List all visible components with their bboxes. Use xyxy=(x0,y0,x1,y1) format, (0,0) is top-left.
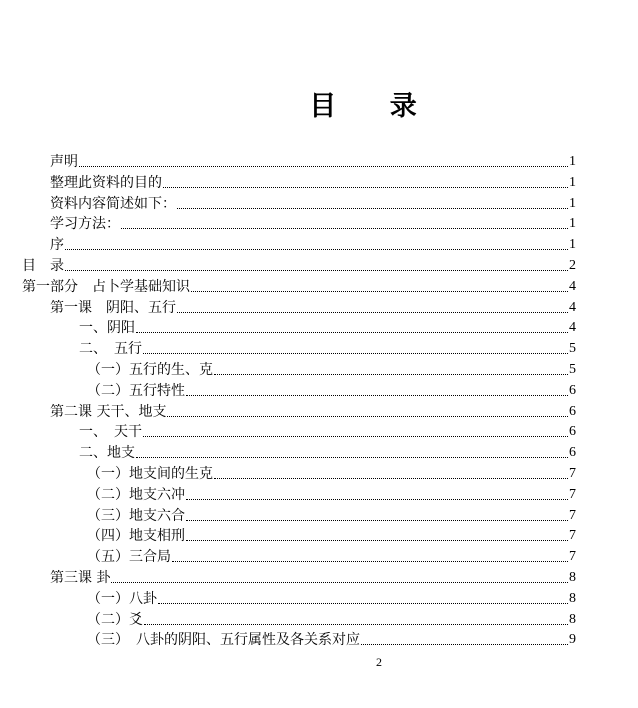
toc-entry-page: 6 xyxy=(569,382,576,398)
toc-entry-label: 二、 五行 xyxy=(79,341,142,358)
toc-entry-label: （一）地支间的生克 xyxy=(87,466,213,482)
toc-entry-label: （二）五行特性 xyxy=(87,382,185,399)
toc-entry-page: 7 xyxy=(569,466,576,481)
toc-dot-leader xyxy=(214,374,568,375)
toc-entry-label: （二）爻 xyxy=(87,611,143,628)
toc-entry-page: 1 xyxy=(569,237,576,253)
toc-dot-leader xyxy=(361,644,568,645)
toc-entry-label: 整理此资料的目的 xyxy=(50,174,162,191)
toc-entry[interactable] xyxy=(79,420,576,441)
toc-entry-label: （三） 八卦的阴阳、五行属性及各关系对应 xyxy=(87,632,360,649)
toc-entry-label: （四）地支相刑 xyxy=(87,528,185,545)
toc-entry[interactable] xyxy=(79,337,576,358)
toc-entry-page: 1 xyxy=(569,174,576,190)
toc-entry[interactable] xyxy=(50,192,576,213)
toc-entry-label: （二）地支六冲 xyxy=(87,486,185,503)
toc-entry-label: （一）五行的生、克 xyxy=(87,362,213,378)
toc-dot-leader xyxy=(163,187,568,188)
toc-entry-page: 5 xyxy=(569,362,576,377)
toc-entry-label: 序 xyxy=(50,237,64,254)
toc-dot-leader xyxy=(186,499,568,500)
toc-entry-page: 2 xyxy=(569,258,576,273)
toc-entry-page: 7 xyxy=(569,486,576,502)
toc-entry[interactable] xyxy=(50,171,576,192)
toc-entry-page: 1 xyxy=(569,195,576,211)
toc-entry[interactable] xyxy=(50,212,576,233)
toc-dot-leader xyxy=(172,561,568,562)
toc-dot-leader xyxy=(214,478,568,479)
toc-dot-leader xyxy=(158,603,568,604)
toc-entry-page: 8 xyxy=(569,611,576,627)
toc-entry-label: 第三课 卦 xyxy=(50,570,111,586)
toc-dot-leader xyxy=(177,208,568,209)
toc-entry-page: 8 xyxy=(569,570,576,585)
toc-entry-label: （五）三合局 xyxy=(87,549,171,566)
page-number: 2 xyxy=(376,655,382,669)
toc-dot-leader xyxy=(143,353,568,354)
toc-dot-leader xyxy=(144,624,568,625)
toc-entry-label: 二、地支 xyxy=(79,445,135,462)
toc-entry-label: （一）八卦 xyxy=(87,590,157,607)
toc-entry-page: 7 xyxy=(569,528,576,544)
toc-entry-label: 资料内容简述如下： xyxy=(50,195,176,212)
toc-entry-label: 一、阴阳 xyxy=(79,320,135,337)
toc-dot-leader xyxy=(65,270,568,271)
toc-entry[interactable] xyxy=(87,358,576,379)
toc-entry[interactable] xyxy=(79,316,576,337)
toc-entry-page: 9 xyxy=(569,632,576,648)
toc-entry[interactable] xyxy=(87,608,576,629)
toc-dot-leader xyxy=(143,436,568,437)
toc-entry-label: 目 录 xyxy=(22,258,64,274)
toc-dot-leader xyxy=(111,582,568,583)
toc-entry[interactable] xyxy=(79,441,576,462)
toc-entry[interactable] xyxy=(22,254,576,275)
page-title: 目 录 xyxy=(309,91,439,122)
toc-entry-page: 7 xyxy=(569,549,576,565)
toc-entry[interactable] xyxy=(87,462,576,483)
toc-entry-label: 声明 xyxy=(50,154,78,170)
toc-dot-leader xyxy=(186,395,568,396)
toc-entry-page: 1 xyxy=(569,154,576,169)
toc-entry-page: 7 xyxy=(569,507,576,523)
toc-dot-leader xyxy=(65,249,568,250)
toc-entry-page: 6 xyxy=(569,403,576,419)
toc-entry-page: 6 xyxy=(569,424,576,440)
toc-entry[interactable] xyxy=(87,379,576,400)
toc-entry-label: 第一课 阴阳、五行 xyxy=(50,299,176,316)
toc-entry[interactable] xyxy=(87,628,576,649)
toc-dot-leader xyxy=(79,166,568,167)
toc-entry[interactable] xyxy=(87,545,576,566)
toc-entry[interactable] xyxy=(50,233,576,254)
toc-entry[interactable] xyxy=(22,275,576,296)
toc-entry[interactable] xyxy=(87,524,576,545)
toc-dot-leader xyxy=(186,540,568,541)
toc-entry-label: 一、 天干 xyxy=(79,424,142,441)
toc-entry-page: 6 xyxy=(569,445,576,461)
toc-entry-page: 1 xyxy=(569,216,576,232)
toc-entry-page: 4 xyxy=(569,320,576,336)
toc-entry[interactable] xyxy=(50,400,576,421)
toc-entry-label: 第一部分 占卜学基础知识 xyxy=(22,278,190,295)
toc-entry[interactable] xyxy=(87,483,576,504)
toc-entry[interactable] xyxy=(50,150,576,171)
toc-entry-label: 第二课 天干、地支 xyxy=(50,403,167,420)
toc-entry-page: 8 xyxy=(569,590,576,606)
toc-entry[interactable] xyxy=(50,566,576,587)
toc-entry-page: 4 xyxy=(569,299,576,315)
toc-entry[interactable] xyxy=(50,296,576,317)
toc-dot-leader xyxy=(136,457,568,458)
toc-entry[interactable] xyxy=(87,587,576,608)
toc-entry[interactable] xyxy=(87,504,576,525)
toc-entry-page: 5 xyxy=(569,341,576,357)
toc-dot-leader xyxy=(136,332,568,333)
toc-dot-leader xyxy=(121,228,568,229)
toc-entry-page: 4 xyxy=(569,278,576,294)
toc-entry-label: 学习方法： xyxy=(50,216,120,233)
toc-entry-label: （三）地支六合 xyxy=(87,507,185,524)
toc-dot-leader xyxy=(177,312,568,313)
toc-dot-leader xyxy=(191,291,568,292)
toc-dot-leader xyxy=(167,416,568,417)
toc-dot-leader xyxy=(186,520,568,521)
